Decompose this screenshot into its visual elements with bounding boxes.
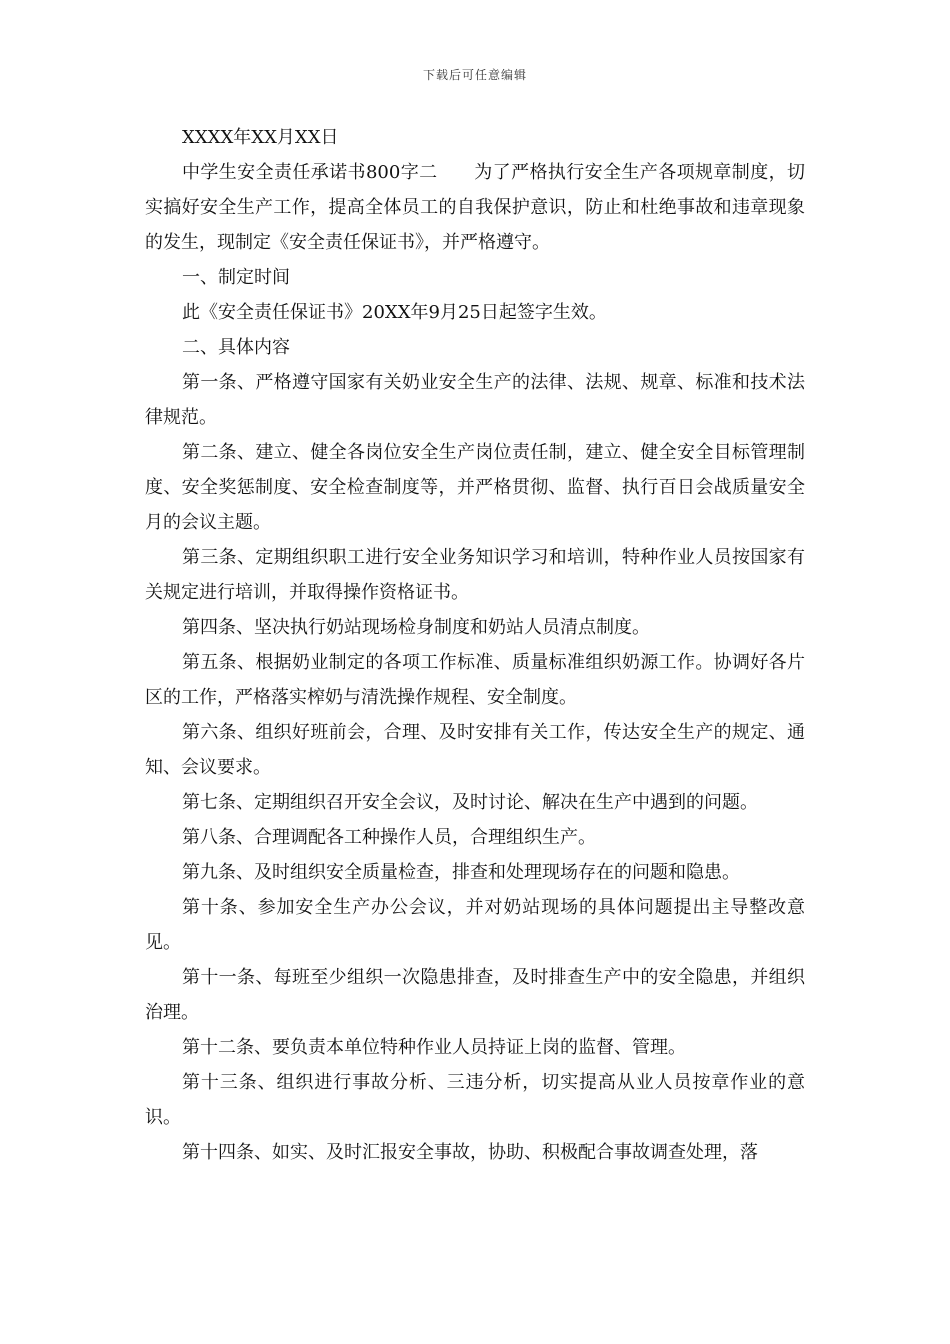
article-3: 第三条、定期组织职工进行安全业务知识学习和培训，特种作业人员按国家有关规定进行培训，并取得操作资格证书。	[145, 547, 805, 603]
article-2: 第二条、建立、健全各岗位安全生产岗位责任制，建立、健全安全目标管理制度、安全奖惩制度、安全检查制度等，并严格贯彻、监督、执行百日会战质量安全月的会议主题。	[145, 442, 805, 533]
article-5: 第五条、根据奶业制定的各项工作标准、质量标准组织奶源工作。协调好各片区的工作，严格落实榨奶与清洗操作规程、安全制度。	[145, 652, 805, 708]
article-14: 第十四条、如实、及时汇报安全事故，协助、积极配合事故调查处理，落	[182, 1142, 758, 1163]
article-7: 第七条、定期组织召开安全会议，及时讨论、解决在生产中遇到的问题。	[182, 792, 758, 813]
paragraph-effective-date: 此《安全责任保证书》20XX年9月25日起签字生效。	[182, 302, 607, 323]
document-body	[145, 120, 805, 1170]
page-header-note: 下载后可任意编辑	[422, 68, 527, 82]
date-line: XXXX年XX月XX日	[182, 127, 339, 148]
article-12: 第十二条、要负责本单位特种作业人员持证上岗的监督、管理。	[182, 1037, 686, 1058]
article-13: 第十三条、组织进行事故分析、三违分析，切实提高从业人员按章作业的意识。	[145, 1072, 805, 1128]
article-11: 第十一条、每班至少组织一次隐患排查，及时排查生产中的安全隐患，并组织治理。	[145, 967, 805, 1023]
article-9: 第九条、及时组织安全质量检查，排查和处理现场存在的问题和隐患。	[182, 862, 740, 883]
article-1: 第一条、严格遵守国家有关奶业安全生产的法律、法规、规章、标准和技术法律规范。	[145, 372, 805, 428]
section-heading-content: 二、具体内容	[182, 337, 290, 358]
paragraph-intro: 中学生安全责任承诺书800字二 为了严格执行安全生产各项规章制度，切实搞好安全生产工作，提高全体员工的自我保护意识，防止和杜绝事故和违章现象的发生，现制定《安全责任保证书》，并严格遵守。	[145, 162, 805, 253]
article-6: 第六条、组织好班前会，合理、及时安排有关工作，传达安全生产的规定、通知、会议要求。	[145, 722, 805, 778]
article-4: 第四条、坚决执行奶站现场检身制度和奶站人员清点制度。	[182, 617, 650, 638]
section-heading-time: 一、制定时间	[182, 267, 290, 288]
article-8: 第八条、合理调配各工种操作人员，合理组织生产。	[182, 827, 596, 848]
article-10: 第十条、参加安全生产办公会议，并对奶站现场的具体问题提出主导整改意见。	[145, 897, 805, 953]
